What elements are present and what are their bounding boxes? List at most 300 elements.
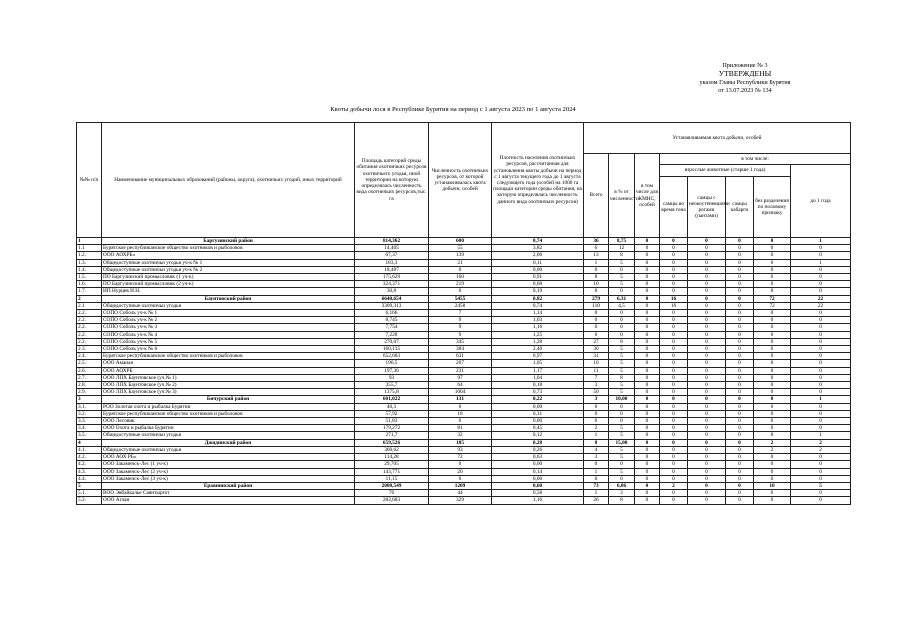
cell-name: СОПО Соболь уч-к № 3: [102, 324, 355, 331]
cell-males-noantler: 0: [688, 310, 726, 317]
table-row: [77, 288, 851, 295]
cell-name: Общедоступные охотничьи угодья уч-к № 2: [102, 266, 355, 273]
cell-males-rut: 0: [660, 274, 688, 281]
cell-males-noantler: 0: [688, 317, 726, 324]
cell-males-no: 0: [726, 461, 754, 468]
cell-total: 4: [584, 446, 609, 453]
cell-males-rut: 0: [660, 360, 688, 367]
cell-males-no: 0: [726, 266, 754, 273]
cell-number: 5.1.: [77, 490, 102, 497]
cell-name: Баргузинский район: [102, 238, 355, 245]
cell-name: ВОО Эвбайкалье Саянтыргот: [102, 490, 355, 497]
cell-males-rut: 0: [660, 461, 688, 468]
cell-count: 1004: [429, 389, 492, 396]
table-row: [77, 432, 851, 439]
cell-nosex: 0: [754, 360, 791, 367]
cell-males-noantler: 0: [688, 374, 726, 381]
cell-males-no: 0: [726, 338, 754, 345]
cell-number: 5.2.: [77, 497, 102, 504]
cell-density: 1,05: [492, 360, 584, 367]
cell-density: 3,82: [492, 245, 584, 252]
cell-nosex: 0: [754, 331, 791, 338]
cell-nosex: 0: [754, 238, 791, 245]
cell-area: 196,5: [355, 360, 429, 367]
cell-number: 2.3.: [77, 346, 102, 353]
cell-males-noantler: 0: [688, 295, 726, 302]
table-row: [77, 418, 851, 425]
cell-number: 3.5.: [77, 432, 102, 439]
cell-count: 44: [429, 490, 492, 497]
cell-percent: 6,86: [609, 482, 635, 489]
cell-total: 3: [584, 382, 609, 389]
district-row: [77, 439, 851, 446]
cell-males-noantler: 0: [688, 266, 726, 273]
cell-males-noantler: 0: [688, 353, 726, 360]
table-row: [77, 382, 851, 389]
cell-count: 64: [429, 382, 492, 389]
cell-young: 0: [791, 310, 851, 317]
cell-area: 6640,654: [355, 295, 429, 302]
table-row: [77, 374, 851, 381]
cell-young: 0: [791, 324, 851, 331]
cell-young: 2: [791, 439, 851, 446]
cell-number: 2.4.: [77, 353, 102, 360]
table-row: [77, 360, 851, 367]
cell-name: ООО АОХРБ»: [102, 252, 355, 259]
cell-kmns: 0: [635, 324, 660, 331]
cell-percent: 5: [609, 446, 635, 453]
cell-males-rut: 2: [660, 482, 688, 489]
cell-males-noantler: 0: [688, 403, 726, 410]
cell-number: 1.3.: [77, 259, 102, 266]
cell-nosex: 0: [754, 353, 791, 360]
cell-males-noantler: 0: [688, 389, 726, 396]
cell-percent: 8: [609, 252, 635, 259]
cell-density: 0,31: [492, 410, 584, 417]
cell-density: 1,28: [492, 338, 584, 345]
cell-area: 143,771: [355, 468, 429, 475]
cell-name: ИП Нурцев И.Н.: [102, 288, 355, 295]
cell-number: 1.1: [77, 245, 102, 252]
cell-kmns: 0: [635, 461, 660, 468]
cell-males-rut: 0: [660, 288, 688, 295]
cell-number: 1.7.: [77, 288, 102, 295]
cell-area: 814,362: [355, 238, 429, 245]
cell-kmns: 0: [635, 389, 660, 396]
cell-percent: 0: [609, 331, 635, 338]
cell-density: 2,06: [492, 252, 584, 259]
cell-total: 6: [584, 245, 609, 252]
cell-nosex: 0: [754, 497, 791, 504]
cell-males-rut: 0: [660, 331, 688, 338]
cell-kmns: 0: [635, 252, 660, 259]
cell-nosex: 0: [754, 317, 791, 324]
cell-name: ПО Баргузинский промысловик (2 уч-к): [102, 281, 355, 288]
header-total: Всего: [584, 154, 609, 238]
cell-males-rut: 0: [660, 454, 688, 461]
cell-nosex: 0: [754, 310, 791, 317]
cell-total: 110: [584, 302, 609, 309]
cell-area: 160,135: [355, 346, 429, 353]
cell-percent: 0: [609, 410, 635, 417]
cell-number: 4.3.: [77, 468, 102, 475]
district-row: [77, 396, 851, 403]
cell-count: 131: [429, 396, 492, 403]
cell-percent: 5: [609, 281, 635, 288]
cell-total: 7: [584, 374, 609, 381]
cell-total: 0: [584, 324, 609, 331]
cell-density: 1,17: [492, 367, 584, 374]
cell-total: 0: [584, 331, 609, 338]
cell-percent: 5: [609, 353, 635, 360]
cell-males-no: 0: [726, 238, 754, 245]
header-males-noantler: самцы с неокостеневшими рогами (пантами): [688, 177, 726, 238]
cell-males-noantler: 0: [688, 425, 726, 432]
cell-percent: 0: [609, 266, 635, 273]
cell-count: 9: [429, 331, 492, 338]
header-males-no: самцы кабарги: [726, 177, 754, 238]
cell-number: 4.4.: [77, 475, 102, 482]
cell-males-no: 0: [726, 317, 754, 324]
cell-young: 0: [791, 338, 851, 345]
cell-males-noantler: 0: [688, 331, 726, 338]
cell-young: 1: [791, 432, 851, 439]
cell-kmns: 0: [635, 396, 660, 403]
cell-males-noantler: 0: [688, 367, 726, 374]
cell-males-rut: 0: [660, 245, 688, 252]
cell-males-no: 0: [726, 288, 754, 295]
cell-males-no: 0: [726, 446, 754, 453]
cell-area: 652,683: [355, 353, 429, 360]
cell-percent: 5: [609, 274, 635, 281]
cell-total: 30: [584, 346, 609, 353]
table-row: [77, 324, 851, 331]
cell-males-no: 0: [726, 252, 754, 259]
cell-number: 5: [77, 482, 102, 489]
cell-young: 5: [791, 482, 851, 489]
cell-area: 1375,8: [355, 389, 429, 396]
cell-density: 1,14: [492, 310, 584, 317]
cell-kmns: 0: [635, 266, 660, 273]
cell-density: 1,04: [492, 374, 584, 381]
table-row: [77, 403, 851, 410]
cell-count: 7: [429, 310, 492, 317]
cell-area: 6,166: [355, 310, 429, 317]
cell-kmns: 0: [635, 367, 660, 374]
cell-area: 659,526: [355, 439, 429, 446]
approved-label: УТВЕРЖДЕНЫ: [718, 69, 772, 79]
cell-area: 14,405: [355, 245, 429, 252]
cell-total: 36: [584, 238, 609, 245]
cell-young: 22: [791, 295, 851, 302]
cell-density: 1,03: [492, 317, 584, 324]
cell-total: 0: [584, 475, 609, 482]
cell-total: 0: [584, 418, 609, 425]
cell-name: СОПО Соболь уч-к № 6: [102, 346, 355, 353]
cell-nosex: 0: [754, 396, 791, 403]
cell-kmns: 0: [635, 410, 660, 417]
cell-kmns: 0: [635, 439, 660, 446]
cell-number: 1.2.: [77, 252, 102, 259]
cell-total: 2: [584, 425, 609, 432]
cell-percent: 3: [609, 490, 635, 497]
cell-nosex: 0: [754, 475, 791, 482]
table-row: [77, 497, 851, 504]
cell-males-no: 0: [726, 418, 754, 425]
cell-name: Общедоступные охотничьи угодья: [102, 432, 355, 439]
cell-area: 355,7: [355, 382, 429, 389]
cell-males-rut: 0: [660, 432, 688, 439]
cell-name: ООО ЛПХ Баунтовское (уч.№ 3): [102, 389, 355, 396]
cell-young: 0: [791, 346, 851, 353]
cell-name: Баунтовский район: [102, 295, 355, 302]
cell-total: 1: [584, 259, 609, 266]
cell-name: СОПО Соболь уч-к № 4: [102, 331, 355, 338]
cell-males-noantler: 0: [688, 410, 726, 417]
cell-young: 0: [791, 468, 851, 475]
cell-males-no: 0: [726, 295, 754, 302]
table-row: [77, 475, 851, 482]
cell-males-no: 0: [726, 382, 754, 389]
cell-males-noantler: 0: [688, 360, 726, 367]
cell-percent: 6,31: [609, 295, 635, 302]
cell-name: Бичурский район: [102, 396, 355, 403]
table-row: [77, 461, 851, 468]
cell-count: 219: [429, 281, 492, 288]
cell-males-no: 0: [726, 432, 754, 439]
cell-males-no: 0: [726, 439, 754, 446]
cell-area: 175,629: [355, 274, 429, 281]
cell-density: 0,45: [492, 425, 584, 432]
table-row: [77, 468, 851, 475]
district-row: [77, 295, 851, 302]
cell-males-no: 0: [726, 410, 754, 417]
cell-number: 3.4.: [77, 425, 102, 432]
cell-area: 57,92: [355, 410, 429, 417]
cell-area: 11,15: [355, 475, 429, 482]
cell-percent: 8,75: [609, 238, 635, 245]
cell-young: 0: [791, 403, 851, 410]
table-body: [77, 238, 851, 505]
table-row: [77, 454, 851, 461]
cell-kmns: 0: [635, 454, 660, 461]
cell-total: 0: [584, 403, 609, 410]
cell-area: 183,3: [355, 259, 429, 266]
cell-males-noantler: 0: [688, 454, 726, 461]
cell-name: Джидинский район: [102, 439, 355, 446]
cell-total: 0: [584, 310, 609, 317]
cell-density: 0,91: [492, 274, 584, 281]
cell-males-no: 0: [726, 302, 754, 309]
cell-young: 0: [791, 454, 851, 461]
cell-males-noantler: 0: [688, 338, 726, 345]
cell-density: 0,18: [492, 382, 584, 389]
header-area: Площадь категорий среды обитания охотничьих ресурсов охотничьего угодья, иной территории на которую определялась численность вида охотничьих ресурсов,тыс. га: [355, 123, 429, 238]
cell-total: 8: [584, 274, 609, 281]
cell-males-no: 0: [726, 468, 754, 475]
cell-males-rut: 0: [660, 374, 688, 381]
cell-total: 279: [584, 295, 609, 302]
cell-total: 1: [584, 468, 609, 475]
table-row: [77, 353, 851, 360]
cell-number: 2.5.: [77, 360, 102, 367]
cell-nosex: 0: [754, 324, 791, 331]
cell-nosex: 0: [754, 418, 791, 425]
cell-count: 1209: [429, 482, 492, 489]
cell-males-noantler: 0: [688, 439, 726, 446]
cell-kmns: 0: [635, 418, 660, 425]
cell-count: 185: [429, 439, 492, 446]
cell-area: 51,83: [355, 418, 429, 425]
cell-percent: 12: [609, 245, 635, 252]
cell-kmns: 0: [635, 403, 660, 410]
cell-count: 55: [429, 245, 492, 252]
cell-kmns: 0: [635, 238, 660, 245]
cell-name: ООО АОХРБ: [102, 367, 355, 374]
cell-number: 2.1: [77, 302, 102, 309]
cell-young: 1: [791, 238, 851, 245]
cell-total: 27: [584, 338, 609, 345]
cell-nosex: 0: [754, 454, 791, 461]
cell-nosex: 0: [754, 281, 791, 288]
table-header: [77, 123, 851, 238]
cell-males-no: 0: [726, 331, 754, 338]
cell-percent: 5: [609, 382, 635, 389]
cell-males-noantler: 0: [688, 238, 726, 245]
cell-young: 0: [791, 374, 851, 381]
cell-number: 2.6.: [77, 367, 102, 374]
cell-total: 1: [584, 432, 609, 439]
cell-density: 0,28: [492, 439, 584, 446]
cell-percent: 0: [609, 288, 635, 295]
cell-young: 0: [791, 425, 851, 432]
table-row: [77, 317, 851, 324]
cell-males-noantler: 0: [688, 346, 726, 353]
cell-density: 1,16: [492, 324, 584, 331]
table-row: [77, 338, 851, 345]
cell-males-noantler: 0: [688, 252, 726, 259]
document-title: Квоты добычи лося в Республике Бурятия на период с 1 августа 2023 по 1 августа 2024: [330, 106, 576, 113]
cell-name: Общедоступные охотничьи угодья: [102, 446, 355, 453]
cell-total: 0: [584, 410, 609, 417]
cell-kmns: 0: [635, 446, 660, 453]
cell-males-no: 0: [726, 490, 754, 497]
cell-total: 11: [584, 367, 609, 374]
header-nosex: без разделения по половому признаку: [754, 177, 791, 238]
cell-area: 271,7: [355, 432, 429, 439]
cell-count: 93: [429, 446, 492, 453]
cell-nosex: 0: [754, 490, 791, 497]
cell-percent: 10,00: [609, 396, 635, 403]
cell-males-rut: 0: [660, 389, 688, 396]
cell-count: 207: [429, 360, 492, 367]
cell-count: 0: [429, 461, 492, 468]
cell-name: Еравнинский район: [102, 482, 355, 489]
district-row: [77, 238, 851, 245]
cell-percent: 0: [609, 310, 635, 317]
cell-density: 0,97: [492, 353, 584, 360]
cell-nosex: 0: [754, 403, 791, 410]
cell-kmns: 0: [635, 302, 660, 309]
cell-males-rut: 0: [660, 317, 688, 324]
cell-total: 0: [584, 266, 609, 273]
cell-density: 0,74: [492, 238, 584, 245]
cell-area: 18,487: [355, 266, 429, 273]
cell-area: 93: [355, 374, 429, 381]
cell-young: 0: [791, 360, 851, 367]
header-name: Наименование муниципальных образований (районы, округа), охотничьих угодий, иных территорий: [102, 123, 355, 238]
cell-count: 5455: [429, 295, 492, 302]
cell-count: 18: [429, 410, 492, 417]
cell-kmns: 0: [635, 468, 660, 475]
cell-young: 1: [791, 259, 851, 266]
table-row: [77, 274, 851, 281]
cell-nosex: 0: [754, 461, 791, 468]
cell-number: 2.8.: [77, 382, 102, 389]
cell-name: ООО Закаменск-Лес (1 уч-к): [102, 461, 355, 468]
cell-count: 329: [429, 497, 492, 504]
cell-number: 3.2.: [77, 410, 102, 417]
cell-young: 0: [791, 252, 851, 259]
cell-name: ПО Баргузинский промысловик (1 уч-к): [102, 274, 355, 281]
cell-kmns: 0: [635, 353, 660, 360]
cell-males-noantler: 0: [688, 281, 726, 288]
cell-area: 7,754: [355, 324, 429, 331]
cell-kmns: 0: [635, 295, 660, 302]
cell-count: 139: [429, 252, 492, 259]
header-num: №№ п/п: [77, 123, 102, 238]
cell-kmns: 0: [635, 274, 660, 281]
cell-young: 0: [791, 353, 851, 360]
cell-total: 0: [584, 317, 609, 324]
cell-nosex: 0: [754, 410, 791, 417]
cell-name: СОПО Соболь уч-к № 1: [102, 310, 355, 317]
cell-name: ООО Закаменск-Лес (3 уч-к): [102, 475, 355, 482]
cell-density: 0,19: [492, 288, 584, 295]
cell-percent: 8: [609, 497, 635, 504]
cell-density: 0,11: [492, 259, 584, 266]
cell-total: 26: [584, 497, 609, 504]
header-percent: в % от численности: [609, 154, 635, 238]
cell-males-no: 0: [726, 353, 754, 360]
cell-nosex: 10: [754, 482, 791, 489]
cell-males-rut: 16: [660, 302, 688, 309]
cell-males-noantler: 0: [688, 497, 726, 504]
cell-males-noantler: 0: [688, 259, 726, 266]
cell-number: 1.5.: [77, 274, 102, 281]
cell-count: 2458: [429, 302, 492, 309]
cell-area: 360,62: [355, 446, 429, 453]
cell-males-noantler: 0: [688, 324, 726, 331]
cell-percent: 5: [609, 259, 635, 266]
header-males-rut: самцы во время гона: [660, 177, 688, 238]
cell-young: 0: [791, 410, 851, 417]
cell-density: 1,25: [492, 331, 584, 338]
cell-males-noantler: 0: [688, 418, 726, 425]
cell-name: СОПО Соболь уч-к № 2: [102, 317, 355, 324]
cell-density: 0,73: [492, 389, 584, 396]
cell-young: 0: [791, 274, 851, 281]
cell-percent: 4,5: [609, 302, 635, 309]
cell-kmns: 0: [635, 317, 660, 324]
table-row: [77, 259, 851, 266]
cell-name: ООО Охота и рыбалка Бурятии: [102, 425, 355, 432]
cell-density: 0,58: [492, 490, 584, 497]
cell-total: 10: [584, 281, 609, 288]
cell-name: ООО ЛПХ Баунтовское (уч.№ 1): [102, 374, 355, 381]
cell-percent: 15,00: [609, 439, 635, 446]
cell-total: 1: [584, 490, 609, 497]
